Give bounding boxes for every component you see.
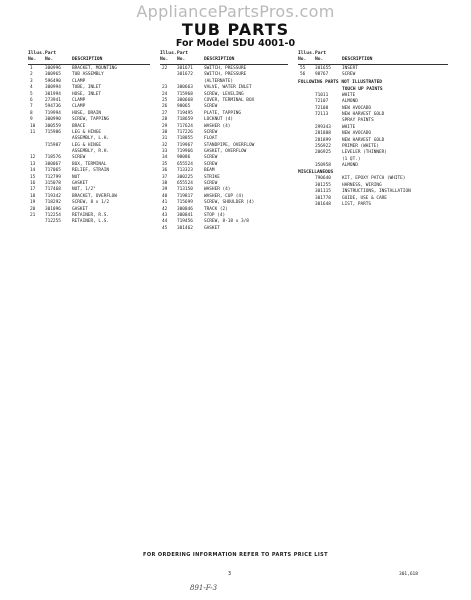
part-description: TUBE, INLET: [72, 85, 102, 91]
part-description: SCREW: [72, 155, 86, 161]
part-description: FLOAT: [204, 136, 218, 142]
part-description: PLATE, TAPPING: [204, 110, 242, 116]
part-number: 98065: [177, 104, 191, 110]
part-number: 72107: [315, 99, 329, 105]
part-description: SPRAY PAINTS: [342, 118, 374, 124]
part-number: 594736: [45, 104, 61, 110]
part-description: LIST, PARTS: [342, 202, 372, 208]
part-number: 299343: [315, 124, 331, 130]
part-description: ALMOND: [342, 99, 358, 105]
illus-number: 32: [162, 142, 168, 148]
part-number: 655524: [177, 181, 193, 187]
part-number: 98767: [315, 72, 329, 78]
header-description: DESCRIPTION: [72, 57, 103, 62]
part-number: 715699: [177, 200, 193, 206]
watermark: AppliancePartsPros.com: [136, 2, 335, 21]
illus-number: 27: [162, 110, 168, 116]
illus-number: 33: [162, 149, 168, 155]
part-description: GASKET: [204, 225, 220, 231]
header-part: Part: [177, 51, 189, 56]
part-description: GASKET: [72, 181, 88, 187]
part-number: 655524: [177, 161, 193, 167]
part-number: 713150: [177, 187, 193, 193]
illus-number: 7: [30, 104, 33, 110]
illus-number: 14: [30, 168, 36, 174]
part-number: 717226: [177, 129, 193, 135]
ordering-info-footer: FOR ORDERING INFORMATION REFER TO PARTS PRICE LIST: [143, 552, 328, 558]
part-number: 718576: [45, 155, 61, 161]
part-number: 301096: [45, 206, 61, 212]
part-description: WASHER (4): [204, 123, 231, 129]
part-description: HOSE, DRAIN: [72, 110, 102, 116]
header-illus: Illus.: [160, 51, 177, 56]
part-number: 300990: [45, 117, 61, 123]
part-description: KIT, EPOXY PATCH (WHITE): [342, 176, 406, 182]
part-number: 256922: [315, 143, 331, 149]
part-description: NUT, 1/2": [72, 187, 96, 193]
illus-number: 36: [162, 168, 168, 174]
column-header: [160, 50, 288, 66]
illus-number: 1: [30, 66, 33, 71]
part-description: CLAMP: [72, 97, 86, 103]
part-row: [298, 202, 448, 208]
part-number: 301671: [177, 66, 193, 71]
part-description: INSERT: [342, 66, 358, 71]
column-header: [28, 50, 150, 66]
illus-number: 34: [162, 155, 168, 161]
illus-number: 20: [30, 206, 36, 212]
part-number: 300559: [45, 123, 61, 129]
illus-number: 24: [162, 91, 168, 97]
illus-number: 12: [30, 155, 36, 161]
part-description: ASSEMBLY, L.H.: [72, 136, 110, 142]
header-illus: Illus.: [298, 51, 315, 56]
header-no: No.: [28, 57, 37, 62]
illus-number: 19: [30, 200, 36, 206]
part-description: NEW AVOCADO: [342, 105, 372, 111]
part-description: BEAM: [204, 168, 215, 174]
page-number: 3: [228, 571, 232, 577]
part-description: SCREW, TAPPING: [72, 117, 110, 123]
part-description: STRIKE: [204, 174, 220, 180]
header-part: Part: [45, 51, 57, 56]
illus-number: 5: [30, 91, 33, 97]
header-description: DESCRIPTION: [204, 57, 235, 62]
part-number: 719994: [45, 110, 61, 116]
illus-number: 29: [162, 123, 168, 129]
part-description: SWITCH, PRESSURE: [204, 66, 247, 71]
header-description: DESCRIPTION: [342, 57, 373, 62]
column-header: [298, 50, 448, 66]
part-description: WASHER (4): [204, 187, 231, 193]
part-number: 300225: [177, 174, 193, 180]
part-description: LEG & HINGE: [72, 129, 102, 135]
parts-column-3: [298, 50, 448, 208]
part-description: NUT: [72, 174, 80, 180]
illus-number: 55: [300, 66, 306, 71]
illus-number: 43: [162, 212, 168, 218]
part-description: LOCKNUT (4): [204, 117, 234, 123]
illus-number: 22: [162, 66, 168, 71]
part-description: GASKET, OVERFLOW: [204, 149, 247, 155]
illus-number: 23: [162, 85, 168, 91]
part-description: RETAINER, R.S.: [72, 212, 110, 218]
touchup-heading: TOUCH UP PAINTS: [342, 86, 383, 92]
part-number: 719456: [177, 219, 193, 225]
part-number: 712254: [45, 212, 61, 218]
part-description: PRIMER (WHITE): [342, 143, 380, 149]
illus-number: 38: [162, 181, 168, 187]
part-description: CLAMP: [72, 104, 86, 110]
illus-number: 9: [30, 117, 33, 123]
document-number: 301,618: [399, 572, 418, 577]
part-description: WASHER, CUP (4): [204, 193, 244, 199]
illus-number: 28: [162, 117, 168, 123]
part-description: SCREW: [204, 161, 218, 167]
part-description: SCREW: [204, 155, 218, 161]
part-number: 713323: [177, 168, 193, 174]
illus-number: 3: [30, 78, 33, 84]
part-description: SWITCH, PRESSURE: [204, 72, 247, 78]
part-number: 71011: [315, 92, 329, 98]
part-description: SCREW, 8-18 x 3/8: [204, 219, 249, 225]
part-description: ASSEMBLY, R.H.: [72, 149, 110, 155]
part-description: SCREW: [342, 72, 356, 78]
part-description: RELIEF, STRAIN: [72, 168, 110, 174]
part-description: BRACKET, MOUNTING: [72, 66, 117, 71]
part-description: BRACKET, OVERFLOW: [72, 193, 117, 199]
part-description: GASKET: [72, 206, 88, 212]
part-row: [160, 226, 288, 232]
part-number: 717065: [45, 168, 61, 174]
not-illustrated-heading: FOLLOWING PARTS NOT ILLUSTRATED: [298, 79, 382, 85]
illus-number: 31: [162, 136, 168, 142]
part-number: 273941: [45, 97, 61, 103]
part-description: LEVELER (THINNER): [342, 150, 387, 156]
header-illus: Illus.: [28, 51, 45, 56]
part-description: WHITE: [342, 92, 356, 98]
illus-number: 21: [30, 212, 36, 218]
illus-number: 6: [30, 97, 33, 103]
part-description: GUIDE, USE & CARE: [342, 195, 387, 201]
illus-number: 10: [30, 123, 36, 129]
illus-number: 45: [162, 225, 168, 231]
header-no: No.: [298, 57, 307, 62]
header-no: No.: [160, 57, 169, 62]
part-description: NEW HARVEST GOLD: [342, 137, 385, 143]
part-number: 596490: [45, 78, 61, 84]
part-description: SCREW: [204, 181, 218, 187]
part-description: BRACE: [72, 123, 86, 129]
model-subtitle: For Model SDU 4001-0: [175, 38, 296, 49]
header-part-no: No.: [177, 57, 186, 62]
illus-number: 37: [162, 174, 168, 180]
part-number: 98086: [177, 155, 191, 161]
part-description: NEW AVOCADO: [342, 131, 372, 137]
part-number: 301462: [177, 225, 193, 231]
part-description: INSTRUCTIONS, INSTALLATION: [342, 189, 411, 195]
part-description: (1 QT.): [342, 156, 361, 162]
illus-number: 30: [162, 129, 168, 135]
part-number: 300996: [45, 66, 61, 71]
illus-number: 35: [162, 161, 168, 167]
part-number: 719966: [177, 149, 193, 155]
illus-number: 25: [162, 97, 168, 103]
misc-heading: MISCELLANEOUS: [298, 170, 334, 176]
part-number: 72108: [315, 105, 329, 111]
illus-number: 16: [30, 181, 36, 187]
part-number: 300846: [177, 206, 193, 212]
part-description: STANDPIPE, OVERFLOW: [204, 142, 255, 148]
part-number: 281899: [315, 137, 331, 143]
part-number: 300841: [177, 212, 193, 218]
part-number: 717624: [177, 123, 193, 129]
header-part-no: No.: [45, 57, 54, 62]
part-number: 715986: [45, 129, 61, 135]
part-number: 718659: [177, 117, 193, 123]
part-number: 206925: [315, 150, 331, 156]
part-number: 712255: [45, 219, 61, 225]
handwritten-note: 891-F-3: [190, 584, 218, 592]
part-number: 300663: [177, 85, 193, 91]
part-number: 715987: [45, 142, 61, 148]
part-description: COVER, TERMINAL BOX: [204, 97, 255, 103]
illus-number: 2: [30, 72, 33, 78]
illus-number: 44: [162, 219, 168, 225]
part-description: ALMOND: [342, 163, 358, 169]
part-number: 301672: [177, 72, 193, 78]
part-number: 301648: [315, 202, 331, 208]
part-number: 715968: [177, 91, 193, 97]
part-description: CLAMP: [72, 78, 86, 84]
illus-number: 11: [30, 129, 36, 135]
illus-number: 8: [30, 110, 33, 116]
parts-column-2: [160, 50, 288, 232]
illus-number: 17: [30, 187, 36, 193]
part-number: 300994: [45, 85, 61, 91]
part-number: 718855: [177, 136, 193, 142]
header-part: Part: [315, 51, 327, 56]
illus-number: 39: [162, 187, 168, 193]
part-number: 790640: [315, 176, 331, 182]
part-number: 72113: [315, 111, 329, 117]
part-description: SCREW: [204, 129, 218, 135]
illus-number: 40: [162, 193, 168, 199]
part-number: 719342: [45, 193, 61, 199]
part-number: 712799: [45, 174, 61, 180]
part-description: NEW HARVEST GOLD: [342, 111, 385, 117]
part-number: 300067: [45, 161, 61, 167]
part-description: WHITE: [342, 124, 356, 130]
illus-number: 56: [300, 72, 306, 78]
part-description: SCREW, SHOULDER (4): [204, 200, 255, 206]
part-number: 350958: [315, 163, 331, 169]
part-description: HOSE, INLET: [72, 91, 102, 97]
part-description: TUB ASSEMBLY: [72, 72, 104, 78]
illus-number: 15: [30, 174, 36, 180]
part-number: 315078: [45, 181, 61, 187]
part-description: STOP (4): [204, 212, 226, 218]
part-description: SCREW: [204, 104, 218, 110]
part-number: 719967: [177, 142, 193, 148]
part-number: 301994: [45, 91, 61, 97]
part-description: (ALTERNATE): [204, 78, 234, 84]
header-part-no: No.: [315, 57, 324, 62]
page-title: TUB PARTS: [181, 20, 290, 39]
part-description: VALVE, WATER INLET: [204, 85, 252, 91]
part-number: 718292: [45, 200, 61, 206]
part-description: TRACK (2): [204, 206, 228, 212]
part-number: 301778: [315, 195, 331, 201]
illus-number: 13: [30, 161, 36, 167]
part-description: LEG & HINGE: [72, 142, 102, 148]
part-number: 301255: [315, 182, 331, 188]
part-description: SCREW, LEVELING: [204, 91, 244, 97]
illus-number: 26: [162, 104, 168, 110]
part-number: 719817: [177, 193, 193, 199]
illus-number: 4: [30, 85, 33, 91]
illus-number: 18: [30, 193, 36, 199]
illus-number: 42: [162, 206, 168, 212]
part-number: 717468: [45, 187, 61, 193]
part-number: 300965: [45, 72, 61, 78]
part-number: 301655: [315, 66, 331, 71]
part-number: 719495: [177, 110, 193, 116]
part-row: [28, 219, 150, 225]
parts-column-1: [28, 50, 150, 226]
part-number: 281888: [315, 131, 331, 137]
part-description: RETAINER, L.S.: [72, 219, 110, 225]
part-description: SCREW, 8 x 1/2: [72, 200, 110, 206]
illus-number: 41: [162, 200, 168, 206]
part-description: BOX, TERMINAL: [72, 161, 107, 167]
part-number: 300668: [177, 97, 193, 103]
part-number: 301115: [315, 189, 331, 195]
part-description: HARNESS, WIRING: [342, 182, 382, 188]
